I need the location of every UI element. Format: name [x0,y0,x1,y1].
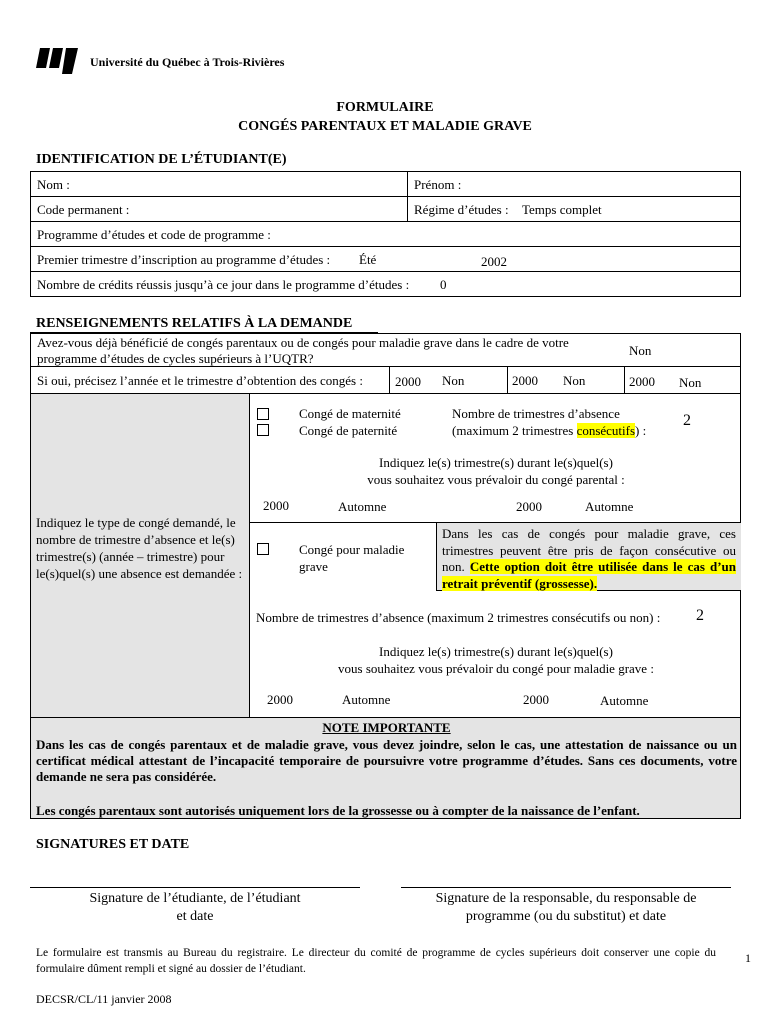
student-signature-label-2: et date [176,909,214,924]
divider [624,367,626,393]
details-label: Si oui, précisez l’année et le trimestre d’obtention des congés : [37,373,363,388]
nb-trimestres-label: Nombre de trimestres d’absence [452,406,620,421]
credits-value: 0 [440,277,447,292]
note-paragraph-1: Dans les cas de congés parentaux et de maladie grave, vous devez joindre, selon le cas, une attestation de naissance ou un certificat médical attestant de l’incapacité temporaire de poursuivre votre programme d’études. Sans ces documents, votre demande ne sera pas considérée. [36,737,737,784]
regime-label: Régime d’études : [414,202,509,217]
prenom-label: Prénom : [414,177,462,192]
student-signature-label-1: Signature de l’étudiante, de l’étudiant [89,891,301,906]
programme-label: Programme d’études et code de programme : [37,227,271,242]
credits-label: Nombre de crédits réussis jusqu’à ce jour dans le programme d’études : [37,277,410,292]
previous-leave-answer[interactable]: Non [629,343,652,358]
maladie-nb-label: Nombre de trimestres d’absence (maximum 2 trimestres consécutifs ou non) : [256,610,661,625]
maladie-label-2: grave [299,559,328,574]
form-title: FORMULAIRE [336,100,434,115]
parental-period-2-term[interactable]: Automne [585,499,634,514]
consecutifs-highlight: consécutifs [576,423,636,438]
parental-period-instruction-2: vous souhaitez vous prévaloir du congé parental : [367,472,625,487]
student-signature-line[interactable] [30,887,360,888]
credits-field[interactable] [30,271,741,297]
regime-field[interactable] [407,196,741,222]
code-permanent-field[interactable] [30,196,408,222]
nom-label: Nom : [37,177,70,192]
question-line-2: programme d’études de cycles supérieurs à l’UQTR? [37,351,314,366]
footer-text: Le formulaire est transmis au Bureau du registraire. Le directeur du comité de programme de cycles supérieurs doit conserver une copie du formulaire dûment rempli et signé au dossier de l’étudiant. [36,947,716,975]
important-note [30,717,741,819]
maladie-note [436,523,741,591]
parental-period-1-term[interactable]: Automne [338,499,387,514]
entry-1-term[interactable]: Non [442,373,465,388]
maladie-checkbox[interactable] [257,543,269,555]
divider [389,367,391,393]
nb-trimestres-max [452,423,646,439]
nom-field[interactable] [30,171,408,197]
entry-2-term[interactable]: Non [563,373,586,388]
responsible-signature-label-1: Signature de la responsable, du responsable de [435,891,697,906]
demande-heading: RENSEIGNEMENTS RELATIFS À LA DEMANDE [36,316,353,331]
parental-period-2-year[interactable]: 2000 [516,499,542,514]
previous-leave-details [30,366,741,394]
responsible-signature-label-2: programme (ou du substitut) et date [465,909,667,924]
maladie-nb-value[interactable]: 2 [696,607,704,624]
note-title: NOTE IMPORTANTE [322,720,451,735]
entry-1-year[interactable]: 2000 [395,374,421,389]
document-code: DECSR/CL/11 janvier 2008 [36,992,172,1006]
paternite-checkbox[interactable] [257,424,269,436]
max-suffix: ) : [635,423,647,438]
entry-3-term[interactable]: Non [679,375,702,390]
responsible-signature-line[interactable] [401,887,731,888]
identification-heading: IDENTIFICATION DE L’ÉTUDIANT(E) [36,152,287,167]
maladie-period-instruction-2: vous souhaitez vous prévaloir du congé pour maladie grave : [338,661,654,676]
max-text: (maximum 2 trimestres [452,423,577,438]
page-number: 1 [745,951,751,965]
programme-field[interactable] [30,221,741,247]
maladie-period-1-term[interactable]: Automne [342,692,391,707]
previous-leave-question [30,333,741,367]
question-line-1: Avez-vous déjà bénéficié de congés parentaux ou de congés pour maladie grave dans le cadre de votre [37,335,569,350]
signatures-heading: SIGNATURES ET DATE [36,837,190,852]
prenom-field[interactable] [407,171,741,197]
maladie-period-1-year[interactable]: 2000 [267,692,293,707]
maladie-period-instruction-1: Indiquez le(s) trimestre(s) durant le(s)quel(s) [379,644,613,659]
premier-trimestre-year: 2002 [481,254,507,269]
leave-type-instructions-text: Indiquez le type de congé demandé, le nombre de trimestre d’absence et le(s) trimestre(s) (année – trimestre) pour le(s)quel(s) une absence est demandée : [36,515,243,581]
regime-value: Temps complet [522,202,602,217]
leave-type-instructions [30,393,250,718]
maladie-period-2-term[interactable]: Automne [600,693,649,708]
nb-trimestres-value[interactable]: 2 [683,412,691,429]
divider [507,367,509,393]
note-paragraph-2: Les congés parentaux sont autorisés uniquement lors de la grossesse ou à compter de la naissance de l’enfant. [36,803,640,818]
code-permanent-label: Code permanent : [37,202,130,217]
premier-trimestre-field[interactable] [30,246,741,272]
premier-trimestre-season: Été [359,252,377,267]
entry-2-year[interactable]: 2000 [512,373,538,388]
university-name: Université du Québec à Trois-Rivières [90,55,285,69]
maternite-checkbox[interactable] [257,408,269,420]
entry-3-year[interactable]: 2000 [629,374,655,389]
parental-period-instruction-1: Indiquez le(s) trimestre(s) durant le(s)quel(s) [379,455,613,470]
parental-period-1-year[interactable]: 2000 [263,498,289,513]
uqtr-logo [36,46,80,76]
maladie-label-1: Congé pour maladie [299,542,405,557]
maladie-note-text: Dans les cas de congés pour maladie grave, ces trimestres peuvent être pris de façon consécutive ou non. [442,526,736,574]
leave-type-panel [249,393,741,718]
maternite-label: Congé de maternité [299,406,401,421]
form-subtitle: CONGÉS PARENTAUX ET MALADIE GRAVE [238,119,532,134]
maladie-note-highlight: Cette option doit être utilisée dans le cas d’un retrait préventif (grossesse). [442,559,737,591]
maladie-period-2-year[interactable]: 2000 [523,692,549,707]
paternite-label: Congé de paternité [299,423,398,438]
premier-trimestre-label: Premier trimestre d’inscription au programme d’études : [37,252,331,267]
